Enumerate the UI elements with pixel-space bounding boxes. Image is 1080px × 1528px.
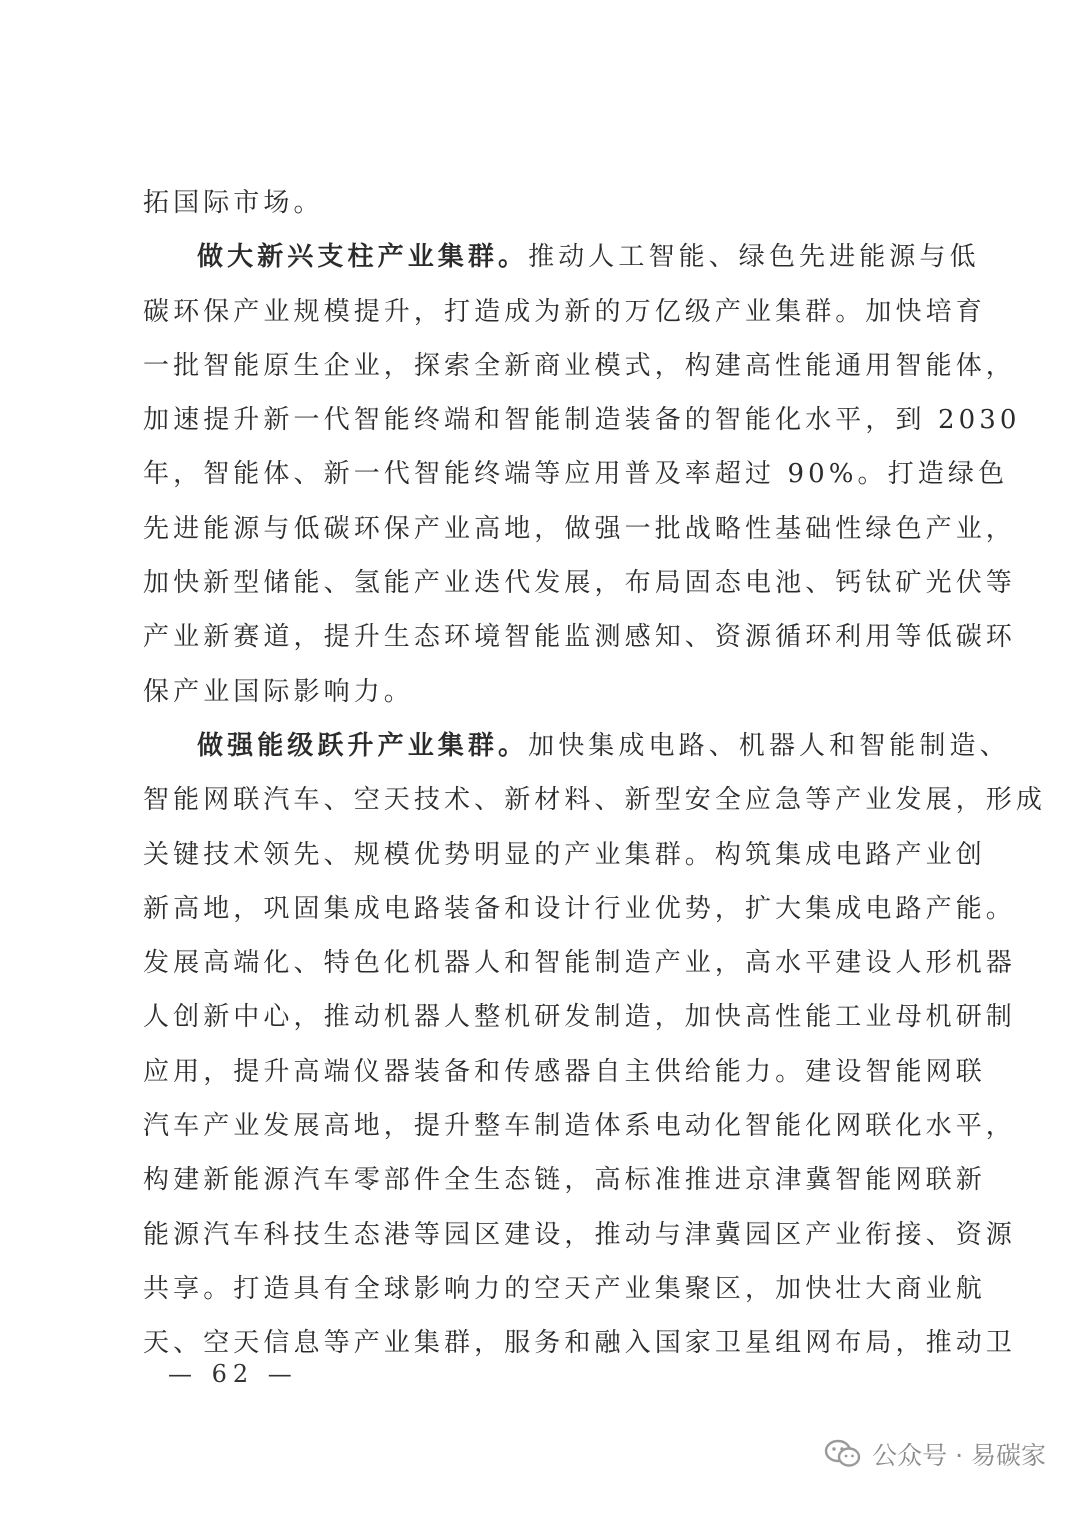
text-line: 智能网联汽车、空天技术、新材料、新型安全应急等产业发展，形成 xyxy=(143,785,1047,816)
text-line: 发展高端化、特色化机器人和智能制造产业，高水平建设人形机器 xyxy=(143,948,1016,979)
text-line: 汽车产业发展高地，提升整车制造体系电动化智能化网联化水平， xyxy=(143,1111,1016,1142)
text-line: 加快新型储能、氢能产业迭代发展，布局固态电池、钙钛矿光伏等 xyxy=(143,568,1016,599)
watermark-label: 公众号 · 易碳家 xyxy=(872,1441,1046,1470)
text-line: 碳环保产业规模提升，打造成为新的万亿级产业集群。加快培育 xyxy=(143,296,986,327)
text-line: 产业新赛道，提升生态环境智能监测感知、资源循环利用等低碳环 xyxy=(143,622,1016,653)
text-line: 构建新能源汽车零部件全生态链，高标准推进京津冀智能网联新 xyxy=(143,1165,986,1196)
text-line: 加速提升新一代智能终端和智能制造装备的智能化水平，到 2030 xyxy=(143,405,1021,436)
text-line: 做大新兴支柱产业集群。推动人工智能、绿色先进能源与低 xyxy=(197,242,980,273)
text-line: 关键技术领先、规模优势明显的产业集群。构筑集成电路产业创 xyxy=(143,839,986,870)
text-line: 拓国际市场。 xyxy=(143,188,324,218)
text-line: 天、空天信息等产业集群，服务和融入国家卫星组网布局，推动卫 xyxy=(143,1328,1016,1359)
text-line: 新高地，巩固集成电路装备和设计行业优势，扩大集成电路产能。 xyxy=(143,893,1016,924)
text-line: 一批智能原生企业，探索全新商业模式，构建高性能通用智能体， xyxy=(143,350,1016,381)
text-line: 应用，提升高端仪器装备和传感器自主供给能力。建设智能网联 xyxy=(143,1056,986,1087)
watermark xyxy=(824,1436,1046,1472)
text-line: 做强能级跃升产业集群。加快集成电路、机器人和智能制造、 xyxy=(197,730,1010,761)
text-line: 先进能源与低碳环保产业高地，做强一批战略性基础性绿色产业， xyxy=(143,513,1016,544)
text-line: 能源汽车科技生态港等园区建设，推动与津冀园区产业衔接、资源 xyxy=(143,1219,1016,1250)
wechat-icon xyxy=(824,1438,862,1470)
text-line: 年，智能体、新一代智能终端等应用普及率超过 90%。打造绿色 xyxy=(143,459,1009,490)
section-heading: 做大新兴支柱产业集群。 xyxy=(197,242,529,273)
section-heading: 做强能级跃升产业集群。 xyxy=(197,730,529,761)
body-text xyxy=(143,176,1047,1371)
text-line: 人创新中心，推动机器人整机研发制造，加快高性能工业母机研制 xyxy=(143,1002,1016,1033)
text-line: 保产业国际影响力。 xyxy=(143,676,414,707)
page-number: — 62 — xyxy=(168,1360,298,1388)
text-line: 共享。打造具有全球影响力的空天产业集聚区，加快壮大商业航 xyxy=(143,1273,986,1304)
